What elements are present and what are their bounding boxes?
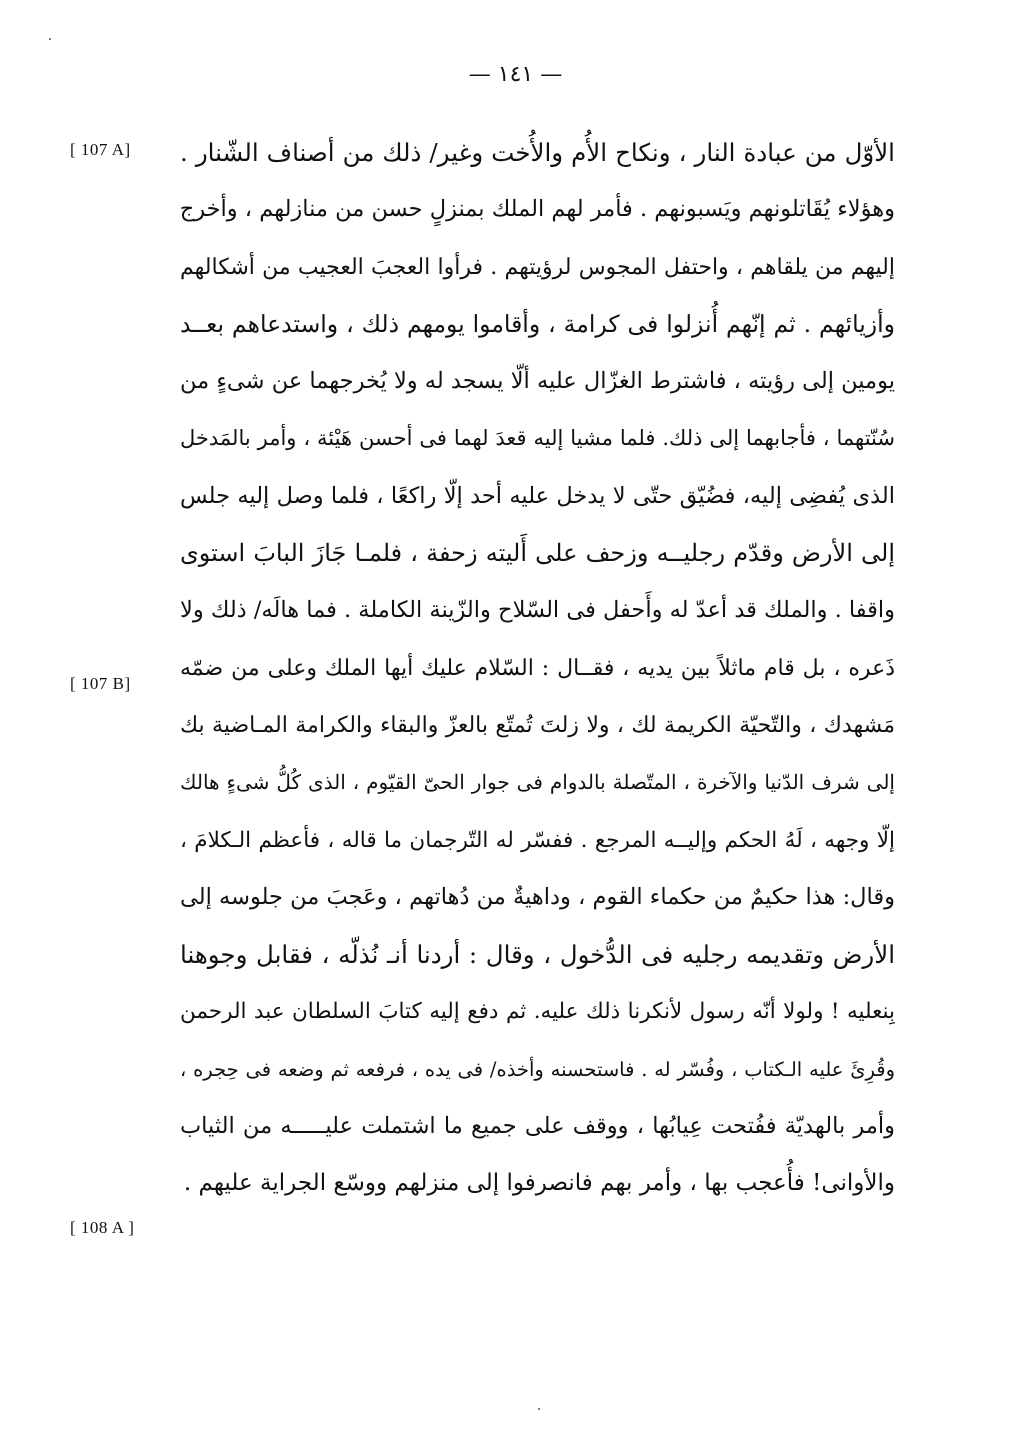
scan-speck [538,1408,540,1410]
text-line: والأوانى! فأُعجب بها ، وأمر بهم فانصرفوا إلى منزلهم ووسّع الجراية عليهم . [183,1170,895,1197]
text-line: الأرض وتقديمه رجليه فى الدُّخول ، وقال : أردنا أنـ نُذلّه ، فقابل وجوهنا [180,940,895,970]
text-line: إليهم من يلقاهم ، واحتفل المجوس لرؤيتهم . فرأوا العجبَ العجيب من أشكالهم [180,254,895,280]
text-line: إلى الأرض وقدّم رجليــه وزحف على أَليته زحفة ، فلمـا جَازَ البابَ استوى [180,539,895,568]
folio-ref-107a: [ 107 A] [70,140,131,159]
text-line: وقُرِئَ عليه الـكتاب ، وفُسّر له . فاستحسنه وأخذه/ فى يده ، فرفعه ثم وضعه فى حِجره ، [180,1057,895,1081]
text-line: يومين إلى رؤيته ، فاشترط الغزّال عليه ألّا يسجد له ولا يُخرجهما عن شىءٍ من [180,368,895,395]
page-number: — ١٤١ — [468,62,563,87]
text-line: الأوّل من عبادة النار ، ونكاح الأُم والأُخت وغير/ ذلك من أصناف الشّنار . [180,138,895,167]
text-line: الذى يُفضِى إليه، فضُيّق حتّى لا يدخل عليه أحد إلّا راكعًا ، فلما وصل إليه جلس [180,482,895,509]
text-line: إلى شرف الدّنيا والآخرة ، المتّصلة بالدوام فى جوار الحىّ القيّوم ، الذى كُلُّ شىءٍ هالك [180,770,895,795]
text-line: وأمر بالهديّة ففُتحت عِيابُها ، ووقف على جميع ما اشتملت عليـــــه من الثياب [180,1113,895,1140]
text-line: وأزيائهم . ثم إنّهم أُنزلوا فى كرامة ، وأقاموا يومهم ذلك ، واستدعاهم بعــد [180,309,895,338]
folio-ref-107b: [ 107 B] [70,674,131,693]
text-line: إلّا وجهه ، لَهُ الحكم وإليــه المرجع . ففسّر له التّرجمان ما قاله ، فأعظم الـكلامَ ، [180,827,895,853]
text-line: ذَعره ، بل قام ماثلاً بين يديه ، فقــال : السّلام عليك أيها الملك وعلى من ضمّه [180,655,895,681]
body-text [180,124,895,1213]
text-line: وهؤلاء يُقَاتلونهم ويَسبونهم . فأمر لهم الملك بمنزلٍ حسن من منازلهم ، وأخرج [180,196,895,223]
text-line: بِنعليه ! ولولا أنّه رسول لأنكرنا ذلك عليه. ثم دفع إليه كتابَ السلطان عبد الرحمن [180,999,895,1025]
text-line: مَشهدك ، والتّحيّة الكريمة لك ، ولا زلتَ تُمتّع بالعزّ والبقاء والكرامة المـاضية بك [180,712,895,738]
text-line: واقفا . والملك قد أعدّ له وأَحفل فى السّلاح والزّينة الكاملة . فما هالَه/ ذلك ولا [180,597,895,624]
text-line: وقال: هذا حكيمٌ من حكماء القوم ، وداهيةٌ من دُهاتهم ، وعَجبَ من جلوسه إلى [180,883,895,910]
scan-speck [49,38,51,40]
folio-ref-108a: [ 108 A ] [70,1218,135,1237]
text-line: سُنّتهما ، فأجابهما إلى ذلك. فلما مشيا إليه قعدَ لهما فى أحسن هَيْئة ، وأمر بالمَدخل [180,426,895,451]
